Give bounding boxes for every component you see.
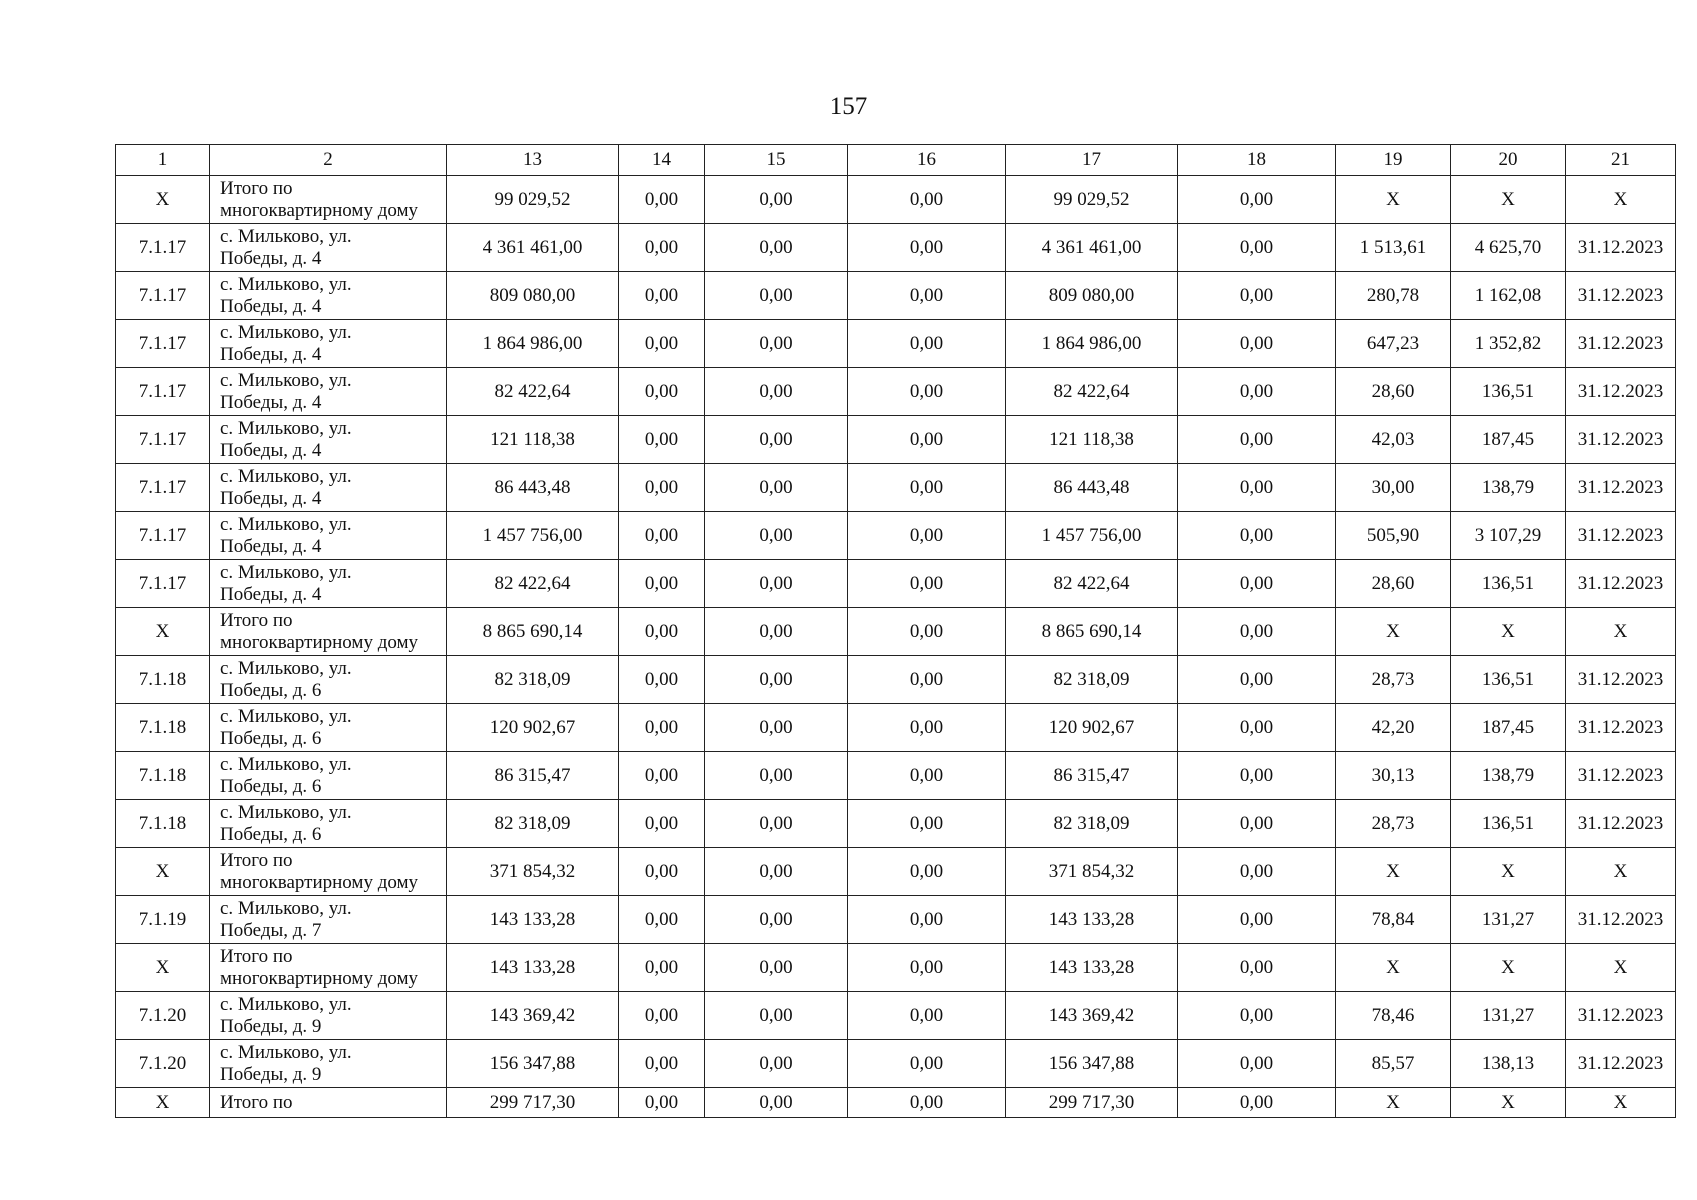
col-16-cell: 0,00 <box>848 368 1006 416</box>
table-row <box>116 608 1676 656</box>
col-16-cell: 0,00 <box>848 464 1006 512</box>
col-17-cell: 82 318,09 <box>1006 656 1178 704</box>
address-cell <box>210 416 447 464</box>
col-18-cell: 0,00 <box>1178 752 1336 800</box>
address-line: многоквартирному дому <box>220 967 419 989</box>
col-21-cell: 31.12.2023 <box>1566 416 1676 464</box>
col-21-cell: Х <box>1566 1088 1676 1118</box>
col-13-cell: 8 865 690,14 <box>447 608 619 656</box>
address-line: Победы, д. 9 <box>220 1063 322 1085</box>
col-13-cell: 82 318,09 <box>447 656 619 704</box>
column-header: 18 <box>1178 145 1336 176</box>
col-17-cell: 299 717,30 <box>1006 1088 1178 1118</box>
col-14-cell: 0,00 <box>619 1088 705 1118</box>
col-14-cell: 0,00 <box>619 416 705 464</box>
col-20-cell: 136,51 <box>1451 800 1566 848</box>
table-row <box>116 272 1676 320</box>
column-header: 21 <box>1566 145 1676 176</box>
col-17-cell: 156 347,88 <box>1006 1040 1178 1088</box>
row-number-cell: 7.1.20 <box>116 1040 210 1088</box>
col-14-cell: 0,00 <box>619 464 705 512</box>
col-13-cell: 809 080,00 <box>447 272 619 320</box>
col-18-cell: 0,00 <box>1178 896 1336 944</box>
col-17-cell: 371 854,32 <box>1006 848 1178 896</box>
col-21-cell: 31.12.2023 <box>1566 320 1676 368</box>
col-20-cell: Х <box>1451 848 1566 896</box>
col-20-cell: 131,27 <box>1451 992 1566 1040</box>
address-line: Победы, д. 4 <box>220 247 322 269</box>
col-15-cell: 0,00 <box>705 416 848 464</box>
address-line: с. Мильково, ул. <box>220 753 352 775</box>
table-row <box>116 368 1676 416</box>
address-line: с. Мильково, ул. <box>220 705 352 727</box>
col-18-cell: 0,00 <box>1178 656 1336 704</box>
col-15-cell: 0,00 <box>705 992 848 1040</box>
col-18-cell: 0,00 <box>1178 368 1336 416</box>
col-16-cell: 0,00 <box>848 752 1006 800</box>
col-18-cell: 0,00 <box>1178 320 1336 368</box>
col-21-cell: 31.12.2023 <box>1566 272 1676 320</box>
col-16-cell: 0,00 <box>848 416 1006 464</box>
address-line: Победы, д. 4 <box>220 439 322 461</box>
col-20-cell: 136,51 <box>1451 656 1566 704</box>
col-21-cell: 31.12.2023 <box>1566 704 1676 752</box>
table-row <box>116 512 1676 560</box>
col-17-cell: 143 133,28 <box>1006 944 1178 992</box>
col-16-cell: 0,00 <box>848 704 1006 752</box>
col-21-cell: 31.12.2023 <box>1566 224 1676 272</box>
header-row <box>116 145 1676 176</box>
table-body <box>116 176 1676 1118</box>
row-number-cell: Х <box>116 608 210 656</box>
address-cell <box>210 1088 447 1118</box>
col-14-cell: 0,00 <box>619 656 705 704</box>
col-16-cell: 0,00 <box>848 272 1006 320</box>
col-20-cell: 136,51 <box>1451 368 1566 416</box>
row-number-cell: Х <box>116 944 210 992</box>
col-18-cell: 0,00 <box>1178 1040 1336 1088</box>
col-13-cell: 1 864 986,00 <box>447 320 619 368</box>
address-cell <box>210 224 447 272</box>
col-13-cell: 371 854,32 <box>447 848 619 896</box>
col-19-cell: 42,20 <box>1336 704 1451 752</box>
address-cell <box>210 800 447 848</box>
col-20-cell: 1 162,08 <box>1451 272 1566 320</box>
row-number-cell: 7.1.18 <box>116 656 210 704</box>
table-row <box>116 176 1676 224</box>
column-header: 1 <box>116 145 210 176</box>
col-20-cell: 138,79 <box>1451 752 1566 800</box>
col-17-cell: 82 318,09 <box>1006 800 1178 848</box>
col-16-cell: 0,00 <box>848 560 1006 608</box>
address-line: с. Мильково, ул. <box>220 225 352 247</box>
col-15-cell: 0,00 <box>705 848 848 896</box>
address-line: Итого по <box>220 849 293 871</box>
col-15-cell: 0,00 <box>705 896 848 944</box>
col-20-cell: 187,45 <box>1451 704 1566 752</box>
col-21-cell: 31.12.2023 <box>1566 992 1676 1040</box>
col-17-cell: 1 457 756,00 <box>1006 512 1178 560</box>
address-cell <box>210 176 447 224</box>
row-number-cell: 7.1.20 <box>116 992 210 1040</box>
address-line: с. Мильково, ул. <box>220 321 352 343</box>
col-13-cell: 121 118,38 <box>447 416 619 464</box>
address-cell <box>210 464 447 512</box>
col-21-cell: Х <box>1566 848 1676 896</box>
column-header: 14 <box>619 145 705 176</box>
col-20-cell: Х <box>1451 176 1566 224</box>
col-15-cell: 0,00 <box>705 560 848 608</box>
col-14-cell: 0,00 <box>619 512 705 560</box>
col-21-cell: 31.12.2023 <box>1566 896 1676 944</box>
col-17-cell: 143 133,28 <box>1006 896 1178 944</box>
col-16-cell: 0,00 <box>848 320 1006 368</box>
address-line: Победы, д. 6 <box>220 727 322 749</box>
col-13-cell: 143 133,28 <box>447 896 619 944</box>
col-15-cell: 0,00 <box>705 752 848 800</box>
col-19-cell: Х <box>1336 176 1451 224</box>
col-20-cell: Х <box>1451 608 1566 656</box>
row-number-cell: 7.1.17 <box>116 464 210 512</box>
address-cell <box>210 368 447 416</box>
row-number-cell: 7.1.17 <box>116 416 210 464</box>
col-21-cell: Х <box>1566 176 1676 224</box>
col-15-cell: 0,00 <box>705 224 848 272</box>
col-18-cell: 0,00 <box>1178 560 1336 608</box>
col-21-cell: Х <box>1566 944 1676 992</box>
address-line: Победы, д. 4 <box>220 535 322 557</box>
table-row <box>116 1088 1676 1118</box>
column-header: 15 <box>705 145 848 176</box>
table-row <box>116 752 1676 800</box>
address-line: Победы, д. 4 <box>220 343 322 365</box>
address-line: с. Мильково, ул. <box>220 1041 352 1063</box>
col-18-cell: 0,00 <box>1178 224 1336 272</box>
row-number-cell: Х <box>116 848 210 896</box>
table-row <box>116 896 1676 944</box>
address-cell <box>210 1040 447 1088</box>
table-row <box>116 224 1676 272</box>
row-number-cell: 7.1.18 <box>116 800 210 848</box>
address-line: Победы, д. 6 <box>220 775 322 797</box>
table-row <box>116 944 1676 992</box>
col-19-cell: 30,13 <box>1336 752 1451 800</box>
col-16-cell: 0,00 <box>848 1040 1006 1088</box>
col-21-cell: 31.12.2023 <box>1566 752 1676 800</box>
column-header: 17 <box>1006 145 1178 176</box>
col-14-cell: 0,00 <box>619 752 705 800</box>
table-row <box>116 992 1676 1040</box>
col-16-cell: 0,00 <box>848 944 1006 992</box>
col-19-cell: 28,73 <box>1336 800 1451 848</box>
table-row <box>116 560 1676 608</box>
col-15-cell: 0,00 <box>705 800 848 848</box>
col-20-cell: Х <box>1451 1088 1566 1118</box>
col-16-cell: 0,00 <box>848 800 1006 848</box>
col-14-cell: 0,00 <box>619 560 705 608</box>
col-19-cell: 78,46 <box>1336 992 1451 1040</box>
table-row <box>116 800 1676 848</box>
col-13-cell: 86 443,48 <box>447 464 619 512</box>
table-row <box>116 416 1676 464</box>
address-line: многоквартирному дому <box>220 871 419 893</box>
address-cell <box>210 608 447 656</box>
address-line: с. Мильково, ул. <box>220 993 352 1015</box>
col-19-cell: 30,00 <box>1336 464 1451 512</box>
col-21-cell: 31.12.2023 <box>1566 560 1676 608</box>
row-number-cell: 7.1.17 <box>116 560 210 608</box>
col-20-cell: 136,51 <box>1451 560 1566 608</box>
col-13-cell: 86 315,47 <box>447 752 619 800</box>
address-cell <box>210 896 447 944</box>
col-17-cell: 82 422,64 <box>1006 560 1178 608</box>
col-19-cell: 28,73 <box>1336 656 1451 704</box>
address-cell <box>210 320 447 368</box>
col-19-cell: 42,03 <box>1336 416 1451 464</box>
col-16-cell: 0,00 <box>848 176 1006 224</box>
col-18-cell: 0,00 <box>1178 176 1336 224</box>
col-17-cell: 86 443,48 <box>1006 464 1178 512</box>
col-17-cell: 82 422,64 <box>1006 368 1178 416</box>
col-18-cell: 0,00 <box>1178 608 1336 656</box>
address-line: Победы, д. 6 <box>220 679 322 701</box>
col-20-cell: 4 625,70 <box>1451 224 1566 272</box>
address-line: Победы, д. 4 <box>220 295 322 317</box>
column-header: 16 <box>848 145 1006 176</box>
col-21-cell: 31.12.2023 <box>1566 464 1676 512</box>
column-header: 13 <box>447 145 619 176</box>
address-cell <box>210 704 447 752</box>
col-21-cell: 31.12.2023 <box>1566 656 1676 704</box>
col-15-cell: 0,00 <box>705 320 848 368</box>
col-18-cell: 0,00 <box>1178 272 1336 320</box>
table-row <box>116 848 1676 896</box>
address-line: с. Мильково, ул. <box>220 369 352 391</box>
col-20-cell: 131,27 <box>1451 896 1566 944</box>
col-17-cell: 121 118,38 <box>1006 416 1178 464</box>
row-number-cell: 7.1.17 <box>116 272 210 320</box>
address-line: с. Мильково, ул. <box>220 801 352 823</box>
table-row <box>116 704 1676 752</box>
col-18-cell: 0,00 <box>1178 848 1336 896</box>
col-16-cell: 0,00 <box>848 512 1006 560</box>
col-14-cell: 0,00 <box>619 1040 705 1088</box>
col-17-cell: 86 315,47 <box>1006 752 1178 800</box>
col-20-cell: 187,45 <box>1451 416 1566 464</box>
col-14-cell: 0,00 <box>619 320 705 368</box>
col-18-cell: 0,00 <box>1178 992 1336 1040</box>
col-16-cell: 0,00 <box>848 656 1006 704</box>
page-number: 157 <box>829 93 868 120</box>
col-14-cell: 0,00 <box>619 224 705 272</box>
address-line: с. Мильково, ул. <box>220 273 352 295</box>
col-14-cell: 0,00 <box>619 848 705 896</box>
col-17-cell: 1 864 986,00 <box>1006 320 1178 368</box>
address-cell <box>210 848 447 896</box>
col-14-cell: 0,00 <box>619 608 705 656</box>
row-number-cell: 7.1.17 <box>116 368 210 416</box>
col-20-cell: 1 352,82 <box>1451 320 1566 368</box>
row-number-cell: Х <box>116 176 210 224</box>
row-number-cell: 7.1.18 <box>116 704 210 752</box>
address-cell <box>210 944 447 992</box>
table-row <box>116 1040 1676 1088</box>
col-15-cell: 0,00 <box>705 608 848 656</box>
column-header: 2 <box>210 145 447 176</box>
address-line: Победы, д. 4 <box>220 487 322 509</box>
address-cell <box>210 992 447 1040</box>
address-cell <box>210 656 447 704</box>
col-20-cell: Х <box>1451 944 1566 992</box>
address-cell <box>210 560 447 608</box>
col-19-cell: Х <box>1336 608 1451 656</box>
col-20-cell: 138,79 <box>1451 464 1566 512</box>
row-number-cell: 7.1.18 <box>116 752 210 800</box>
address-line: Итого по <box>220 177 293 199</box>
col-18-cell: 0,00 <box>1178 800 1336 848</box>
col-17-cell: 143 369,42 <box>1006 992 1178 1040</box>
address-line: Победы, д. 7 <box>220 919 322 941</box>
col-17-cell: 8 865 690,14 <box>1006 608 1178 656</box>
col-15-cell: 0,00 <box>705 272 848 320</box>
col-13-cell: 299 717,30 <box>447 1088 619 1118</box>
column-header: 19 <box>1336 145 1451 176</box>
col-17-cell: 99 029,52 <box>1006 176 1178 224</box>
address-cell <box>210 512 447 560</box>
address-line: Итого по <box>220 945 293 967</box>
col-13-cell: 120 902,67 <box>447 704 619 752</box>
address-line: с. Мильково, ул. <box>220 561 352 583</box>
table-row <box>116 656 1676 704</box>
row-number-cell: 7.1.17 <box>116 320 210 368</box>
col-14-cell: 0,00 <box>619 992 705 1040</box>
col-16-cell: 0,00 <box>848 992 1006 1040</box>
col-19-cell: Х <box>1336 1088 1451 1118</box>
col-14-cell: 0,00 <box>619 368 705 416</box>
col-14-cell: 0,00 <box>619 176 705 224</box>
col-21-cell: 31.12.2023 <box>1566 368 1676 416</box>
col-16-cell: 0,00 <box>848 224 1006 272</box>
col-17-cell: 4 361 461,00 <box>1006 224 1178 272</box>
address-line: Победы, д. 6 <box>220 823 322 845</box>
address-line: Победы, д. 4 <box>220 583 322 605</box>
col-13-cell: 1 457 756,00 <box>447 512 619 560</box>
address-line: с. Мильково, ул. <box>220 897 352 919</box>
table-row <box>116 320 1676 368</box>
col-19-cell: 28,60 <box>1336 560 1451 608</box>
col-13-cell: 4 361 461,00 <box>447 224 619 272</box>
row-number-cell: 7.1.17 <box>116 512 210 560</box>
col-20-cell: 138,13 <box>1451 1040 1566 1088</box>
table-header <box>116 145 1676 176</box>
col-15-cell: 0,00 <box>705 704 848 752</box>
row-number-cell: 7.1.17 <box>116 224 210 272</box>
col-15-cell: 0,00 <box>705 512 848 560</box>
address-line: с. Мильково, ул. <box>220 417 352 439</box>
address-cell <box>210 752 447 800</box>
address-line: с. Мильково, ул. <box>220 465 352 487</box>
col-18-cell: 0,00 <box>1178 704 1336 752</box>
address-line: многоквартирному дому <box>220 631 419 653</box>
registry-table <box>115 144 1676 1118</box>
col-15-cell: 0,00 <box>705 656 848 704</box>
col-18-cell: 0,00 <box>1178 1088 1336 1118</box>
col-19-cell: Х <box>1336 848 1451 896</box>
col-16-cell: 0,00 <box>848 1088 1006 1118</box>
col-19-cell: 78,84 <box>1336 896 1451 944</box>
col-18-cell: 0,00 <box>1178 944 1336 992</box>
col-19-cell: 280,78 <box>1336 272 1451 320</box>
address-line: многоквартирному дому <box>220 199 419 221</box>
col-21-cell: 31.12.2023 <box>1566 800 1676 848</box>
table-row <box>116 464 1676 512</box>
col-19-cell: 28,60 <box>1336 368 1451 416</box>
col-18-cell: 0,00 <box>1178 464 1336 512</box>
col-19-cell: 505,90 <box>1336 512 1451 560</box>
col-17-cell: 809 080,00 <box>1006 272 1178 320</box>
col-13-cell: 82 318,09 <box>447 800 619 848</box>
col-13-cell: 156 347,88 <box>447 1040 619 1088</box>
col-21-cell: 31.12.2023 <box>1566 512 1676 560</box>
col-16-cell: 0,00 <box>848 848 1006 896</box>
column-header: 20 <box>1451 145 1566 176</box>
col-14-cell: 0,00 <box>619 272 705 320</box>
address-line: Итого по <box>220 1091 293 1113</box>
col-14-cell: 0,00 <box>619 704 705 752</box>
col-19-cell: Х <box>1336 944 1451 992</box>
col-13-cell: 99 029,52 <box>447 176 619 224</box>
col-19-cell: 85,57 <box>1336 1040 1451 1088</box>
col-13-cell: 143 369,42 <box>447 992 619 1040</box>
address-cell <box>210 272 447 320</box>
col-16-cell: 0,00 <box>848 608 1006 656</box>
col-13-cell: 82 422,64 <box>447 560 619 608</box>
row-number-cell: 7.1.19 <box>116 896 210 944</box>
col-13-cell: 82 422,64 <box>447 368 619 416</box>
col-15-cell: 0,00 <box>705 1040 848 1088</box>
col-14-cell: 0,00 <box>619 896 705 944</box>
address-line: с. Мильково, ул. <box>220 657 352 679</box>
address-line: Итого по <box>220 609 293 631</box>
col-15-cell: 0,00 <box>705 176 848 224</box>
col-14-cell: 0,00 <box>619 944 705 992</box>
col-15-cell: 0,00 <box>705 1088 848 1118</box>
address-line: Победы, д. 4 <box>220 391 322 413</box>
col-13-cell: 143 133,28 <box>447 944 619 992</box>
col-14-cell: 0,00 <box>619 800 705 848</box>
col-19-cell: 1 513,61 <box>1336 224 1451 272</box>
col-15-cell: 0,00 <box>705 464 848 512</box>
col-15-cell: 0,00 <box>705 368 848 416</box>
col-15-cell: 0,00 <box>705 944 848 992</box>
col-17-cell: 120 902,67 <box>1006 704 1178 752</box>
col-18-cell: 0,00 <box>1178 512 1336 560</box>
col-16-cell: 0,00 <box>848 896 1006 944</box>
col-21-cell: Х <box>1566 608 1676 656</box>
col-19-cell: 647,23 <box>1336 320 1451 368</box>
col-20-cell: 3 107,29 <box>1451 512 1566 560</box>
col-18-cell: 0,00 <box>1178 416 1336 464</box>
address-line: Победы, д. 9 <box>220 1015 322 1037</box>
row-number-cell: Х <box>116 1088 210 1118</box>
col-21-cell: 31.12.2023 <box>1566 1040 1676 1088</box>
address-line: с. Мильково, ул. <box>220 513 352 535</box>
